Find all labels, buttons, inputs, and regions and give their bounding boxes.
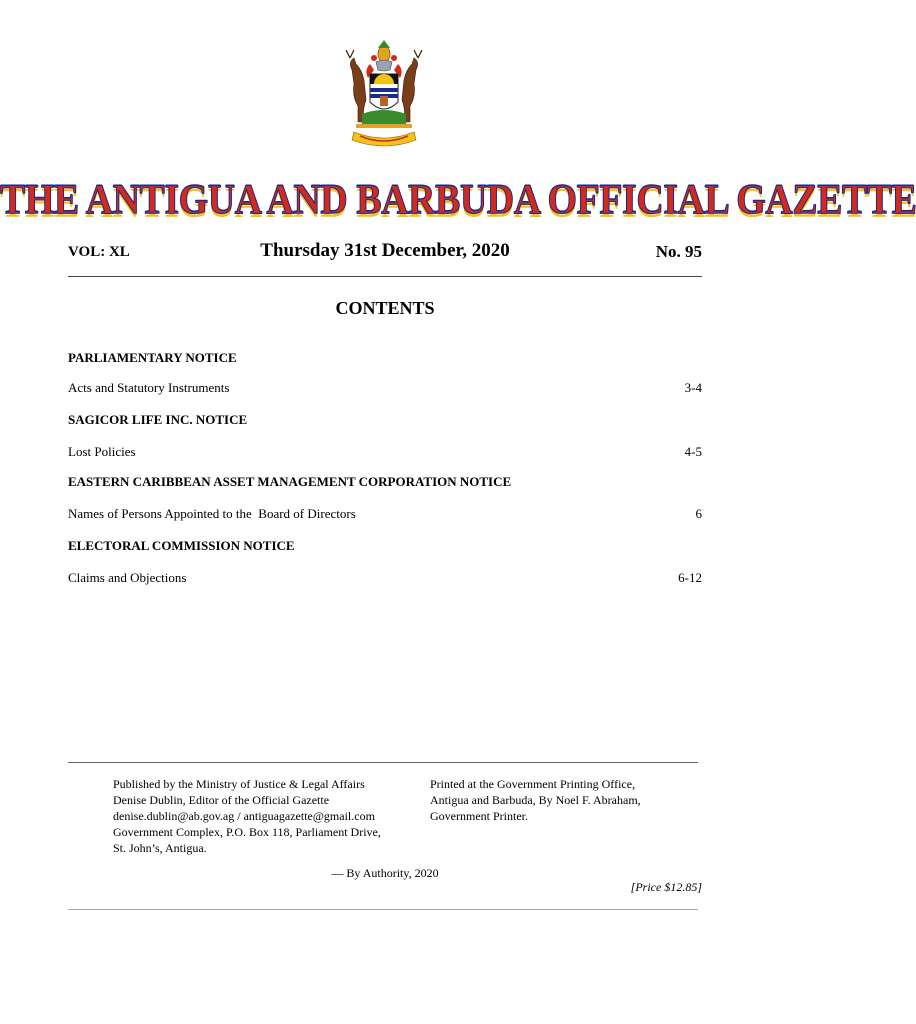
section-heading-ecamc: EASTERN CARIBBEAN ASSET MANAGEMENT CORPORATION NOTICE xyxy=(68,474,512,489)
publisher-line: St. John’s, Antigua. xyxy=(113,841,207,855)
contents-entry xyxy=(68,444,702,460)
printer-line: Government Printer. xyxy=(430,809,528,823)
publisher-line: Government Complex, P.O. Box 118, Parliament Drive, xyxy=(113,825,381,839)
contents-entry xyxy=(68,570,702,586)
issue-info-row xyxy=(68,240,702,266)
entry-title: Claims and Objections xyxy=(68,570,187,585)
entry-title: Names of Persons Appointed to the Board of Directors xyxy=(68,506,356,521)
publisher-email: denise.dublin@ab.gov.ag / antiguagazette@gmail.com xyxy=(113,809,375,823)
contents-entry xyxy=(68,506,702,522)
authority-line: — By Authority, 2020 xyxy=(331,866,439,880)
contents-heading: CONTENTS xyxy=(335,298,435,318)
issue-date: Thursday 31st December, 2020 xyxy=(260,240,510,261)
volume-label: VOL: XL xyxy=(68,244,130,260)
printer-line: Printed at the Government Printing Office, xyxy=(430,777,636,791)
section-heading-electoral: ELECTORAL COMMISSION NOTICE xyxy=(68,538,295,553)
section-heading-parliamentary: PARLIAMENTARY NOTICE xyxy=(68,350,237,365)
bottom-divider xyxy=(68,909,698,910)
entry-pages: 3-4 xyxy=(684,380,702,395)
publisher-line: Published by the Ministry of Justice & Legal Affairs xyxy=(113,777,365,791)
contents-entry xyxy=(68,380,702,396)
header-divider xyxy=(68,276,702,277)
entry-pages: 6-12 xyxy=(678,570,702,585)
footer-divider xyxy=(68,762,698,763)
publisher-info xyxy=(113,776,413,856)
printer-line: Antigua and Barbuda, By Noel F. Abraham, xyxy=(430,793,641,807)
coat-of-arms-icon xyxy=(334,40,434,152)
entry-pages: 4-5 xyxy=(684,444,702,459)
entry-pages: 6 xyxy=(695,506,702,521)
publisher-line: Denise Dublin, Editor of the Official Gazette xyxy=(113,793,330,807)
entry-title: Lost Policies xyxy=(68,444,136,459)
entry-title: Acts and Statutory Instruments xyxy=(68,380,230,395)
issue-number: No. 95 xyxy=(655,242,702,261)
section-heading-sagicor: SAGICOR LIFE INC. NOTICE xyxy=(68,412,248,427)
gazette-masthead-title: THE ANTIGUA AND BARBUDA OFFICIAL GAZETTE xyxy=(0,176,916,224)
price-label: [Price $12.85] xyxy=(630,880,702,894)
printer-info xyxy=(430,776,690,824)
